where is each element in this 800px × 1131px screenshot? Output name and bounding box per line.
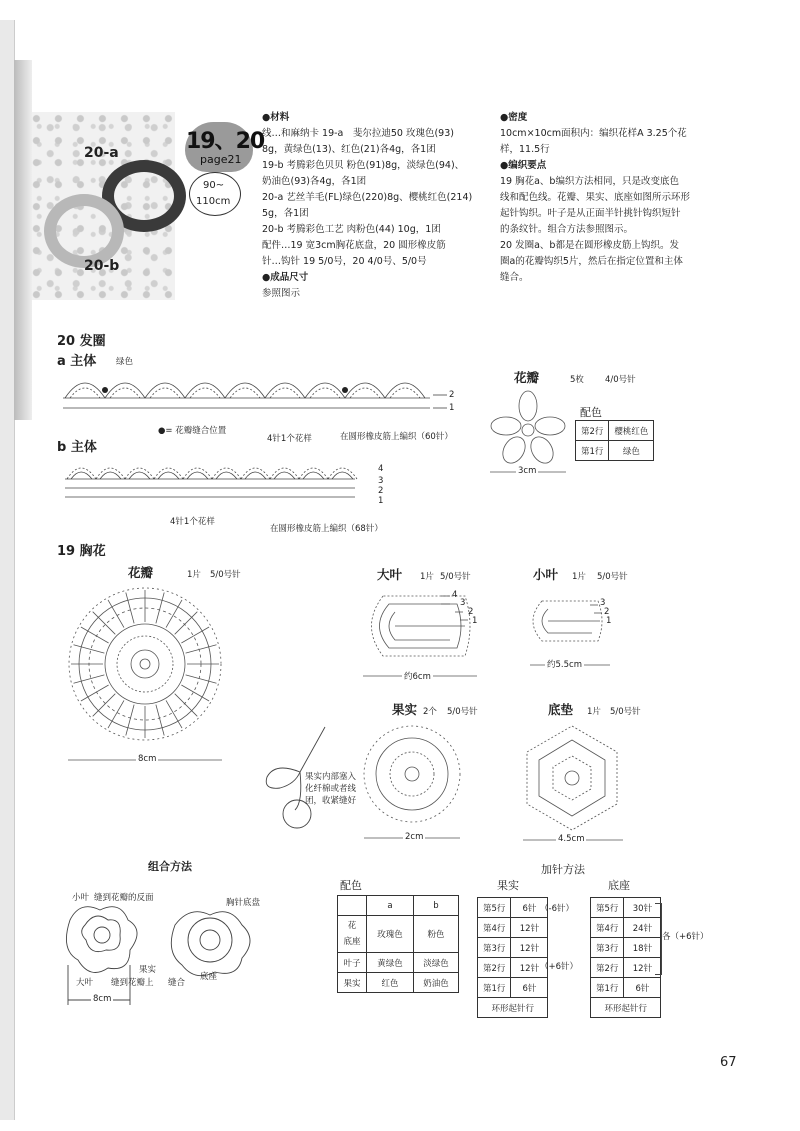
a-body-color: 绿色 (116, 357, 134, 367)
big-leaf-row-2: 2 (468, 607, 474, 617)
small-leaf-row-3: 3 (600, 598, 606, 608)
petal20-title: 花瓣 (514, 370, 540, 385)
table-cell: 12针 (511, 918, 548, 938)
table-cell: 粉色 (414, 916, 459, 953)
increase-title: 加针方法 (541, 863, 585, 876)
fruit-note-plus: （+6针） (540, 962, 579, 972)
b-row-2: 2 (378, 486, 384, 496)
point-line: 线和配色线。花瓣、果实、底座如图所示环形 (500, 192, 691, 203)
base-width: 4.5cm (558, 834, 585, 844)
big-leaf-row-4: 4 (452, 590, 458, 600)
material-line: 20-a 艺丝羊毛(FL)绿色(220)8g、樱桃红色(214) (262, 192, 473, 203)
table-cell: 环形起针行 (591, 998, 661, 1018)
table-cell: 樱桃红色 (609, 421, 654, 441)
a-note-pattern: 4针1个花样 (267, 434, 312, 444)
fruit-hook: 5/0号针 (447, 707, 478, 717)
table-row (338, 973, 459, 993)
increase-base-table (590, 897, 661, 1018)
table-cell: 黄绿色 (367, 953, 414, 973)
table-cell: 第3行 (591, 938, 624, 958)
table-row (478, 958, 548, 978)
table-row (478, 898, 548, 918)
density-title: ●密度 (500, 112, 528, 123)
color20-title: 配色 (580, 406, 602, 419)
base-title: 底垫 (548, 702, 574, 717)
binding-edge (0, 20, 15, 1120)
material-line: 8g，黄绿色(13)、红色(21)各4g，各1团 (262, 144, 436, 155)
small-leaf-title: 小叶 (533, 567, 559, 582)
binding-shade (14, 60, 32, 420)
base-chart (515, 722, 630, 847)
fruit-width: 2cm (405, 832, 424, 842)
table-cell: 12针 (511, 938, 548, 958)
assembly-sew: 缝合 (168, 978, 186, 988)
table-cell: 24针 (624, 918, 661, 938)
big-leaf-count: 1片 (420, 572, 434, 582)
fruit-note-2: 化纤棉或者线 (305, 784, 357, 794)
table-header (338, 896, 367, 916)
table-cell: 第4行 (591, 918, 624, 938)
table-cell: 第1行 (576, 441, 609, 461)
table-cell: 淡绿色 (414, 953, 459, 973)
table-cell: 第3行 (478, 938, 511, 958)
material-line: 5g，各1团 (262, 208, 309, 219)
big-leaf-title: 大叶 (377, 567, 403, 582)
table-row (576, 421, 654, 441)
size-title: ●成品尺寸 (262, 272, 309, 283)
table-row (478, 978, 548, 998)
material-line: 20-b 考腾彩色工艺 肉粉色(44) 10g，1团 (262, 224, 441, 235)
size-text: 参照图示 (262, 288, 301, 299)
small-leaf-count: 1片 (572, 572, 586, 582)
table-row (591, 918, 661, 938)
size-bottom: 110cm (196, 196, 231, 207)
petal19-title: 花瓣 (128, 565, 154, 580)
material-line: 针…钩针 19 5/0号，20 4/0号、5/0号 (262, 256, 427, 267)
density-line: 样，11.5行 (500, 144, 550, 155)
petal20-width: 3cm (518, 466, 537, 476)
fruit-note-1: 果实内部塞入 (305, 772, 357, 782)
point-line: 20 发圈a、b都是在圆形橡皮筋上钩织。发 (500, 240, 679, 251)
materials-block (262, 110, 492, 302)
table-cell: 18针 (624, 938, 661, 958)
a-row-1: 1 (449, 403, 455, 413)
table-header: a (367, 896, 414, 916)
badge-number: 19、20 (186, 129, 265, 154)
a-note-band: 在圆形橡皮筋上编织（60针） (340, 432, 453, 442)
base-hook: 5/0号针 (610, 707, 641, 717)
petal20-count: 5枚 (570, 375, 584, 385)
table-cell: 玫瑰色 (367, 916, 414, 953)
density-line: 10cm×10cm面积内：编织花样A 3.25个花 (500, 128, 687, 139)
badge-page: page21 (200, 153, 242, 166)
fruit-note-3: 团，收紧缝好 (305, 796, 357, 806)
table-cell: 奶油色 (414, 973, 459, 993)
table-cell: 12针 (624, 958, 661, 978)
part-label: 底座 (343, 937, 361, 947)
size-top: 90~ (203, 180, 225, 191)
table-row (591, 938, 661, 958)
scrunchie-b (44, 194, 124, 268)
fruit-note-minus: （-6针） (540, 904, 574, 914)
b-row-1: 1 (378, 496, 384, 506)
base-count: 1片 (587, 707, 601, 717)
table-row (576, 441, 654, 461)
fruit-chart (360, 722, 465, 847)
photo-label-a: 20-a (84, 145, 119, 161)
color-table-title: 配色 (340, 879, 362, 892)
table-cell: 红色 (367, 973, 414, 993)
points-title: ●编织要点 (500, 160, 547, 171)
table-cell: 第5行 (478, 898, 511, 918)
point-line: 的条纹针。组合方法参照图示。 (500, 224, 634, 235)
assembly-sew-back: 缝到花瓣的反面 (94, 893, 154, 903)
part-label: 花 (347, 921, 357, 931)
assembly-sew-petal: 缝到花瓣上 (111, 978, 154, 988)
small-leaf-row-1: 1 (606, 616, 612, 626)
material-line: 19-b 考腾彩色贝贝 粉色(91)8g，淡绿色(94)、 (262, 160, 465, 171)
table-cell: 6针 (511, 978, 548, 998)
small-leaf-row-2: 2 (604, 607, 610, 617)
fruit-count: 2个 (423, 707, 437, 717)
table-cell: 果实 (338, 973, 367, 993)
table-row (478, 918, 548, 938)
small-leaf-hook: 5/0号针 (597, 572, 628, 582)
table-cell: 6针 (511, 898, 548, 918)
base-bracket (655, 903, 662, 975)
table-cell: 绿色 (609, 441, 654, 461)
table-cell (338, 916, 367, 953)
increase-base-title: 底座 (608, 879, 630, 892)
table-row (591, 978, 661, 998)
product-photo (32, 112, 175, 300)
table-cell: 6针 (624, 978, 661, 998)
a-body-chart (55, 368, 455, 438)
point-line: 圈a的花瓣钩织5片，然后在指定位置和主体 (500, 256, 683, 267)
a-note-dot: ●= 花瓣缝合位置 (158, 426, 227, 436)
photo-label-b: 20-b (84, 258, 120, 274)
material-line: 奶油色(93)各4g，各1团 (262, 176, 367, 187)
big-leaf-hook: 5/0号针 (440, 572, 471, 582)
materials-title: ●材料 (262, 112, 290, 123)
table-row (338, 953, 459, 973)
section-20-title: 20 发圈 (57, 334, 106, 349)
b-body-chart (55, 455, 385, 510)
assembly-small-leaf: 小叶 (72, 893, 90, 903)
assembly-fruit: 果实 (139, 965, 157, 975)
table-row (591, 998, 661, 1018)
table-cell: 叶子 (338, 953, 367, 973)
table-cell: 30针 (624, 898, 661, 918)
assembly-brooch-base: 胸针底盘 (226, 898, 261, 908)
table-cell: 第1行 (591, 978, 624, 998)
size-circle (189, 172, 241, 216)
table-row (478, 998, 548, 1018)
color20-table (575, 420, 654, 461)
fruit-title: 果实 (392, 702, 418, 717)
point-line: 起针钩织。叶子是从正面半针挑针钩织短针 (500, 208, 681, 219)
small-leaf-width: 约5.5cm (547, 660, 582, 670)
assembly-big-leaf: 大叶 (76, 978, 94, 988)
table-row (591, 958, 661, 978)
petal19-count: 1片 (187, 570, 201, 580)
petal19-width: 8cm (138, 754, 157, 764)
big-leaf-row-1: 1 (472, 616, 478, 626)
table-cell: 12针 (511, 958, 548, 978)
section-19-title: 19 胸花 (57, 544, 106, 559)
table-cell: 第2行 (478, 958, 511, 978)
big-leaf-chart (355, 588, 485, 683)
b-row-4: 4 (378, 464, 384, 474)
a-row-2: 2 (449, 390, 455, 400)
b-row-3: 3 (378, 476, 384, 486)
table-row (338, 916, 459, 953)
base-note: 各（+6针） (662, 932, 709, 942)
point-line: 缝合。 (500, 272, 529, 283)
table-row (478, 938, 548, 958)
assembly-width: 8cm (93, 994, 112, 1004)
petal20-hook: 4/0号针 (605, 375, 636, 385)
table-cell: 第1行 (478, 978, 511, 998)
assembly-base: 底座 (200, 972, 218, 982)
material-line: 线…和麻纳卡 19-a 斐尔拉迪50 玫瑰色(93) (262, 128, 454, 139)
b-body-title: b 主体 (57, 440, 97, 455)
table-cell: 第2行 (591, 958, 624, 978)
table-cell: 第5行 (591, 898, 624, 918)
increase-fruit-table (477, 897, 548, 1018)
big-leaf-row-3: 3 (460, 598, 466, 608)
big-leaf-width: 约6cm (404, 672, 431, 682)
b-note-pattern: 4针1个花样 (170, 517, 215, 527)
page-number: 67 (720, 1055, 737, 1070)
table-row (338, 896, 459, 916)
table-cell: 第2行 (576, 421, 609, 441)
point-line: 19 胸花a、b编织方法相同，只是改变底色 (500, 176, 679, 187)
increase-fruit-title: 果实 (497, 879, 519, 892)
b-note-band: 在圆形橡皮筋上编织（68针） (270, 524, 383, 534)
density-block (500, 110, 730, 286)
table-row (591, 898, 661, 918)
material-line: 配件…19 宽3cm胸花底盘，20 圆形橡皮筋 (262, 240, 446, 251)
petal19-chart (60, 582, 230, 772)
table-header: b (414, 896, 459, 916)
table-cell: 第4行 (478, 918, 511, 938)
table-cell: 环形起针行 (478, 998, 548, 1018)
assembly-title: 组合方法 (148, 860, 192, 873)
a-body-title: a 主体 (57, 354, 97, 369)
petal19-hook: 5/0号针 (210, 570, 241, 580)
color-table (337, 895, 459, 993)
